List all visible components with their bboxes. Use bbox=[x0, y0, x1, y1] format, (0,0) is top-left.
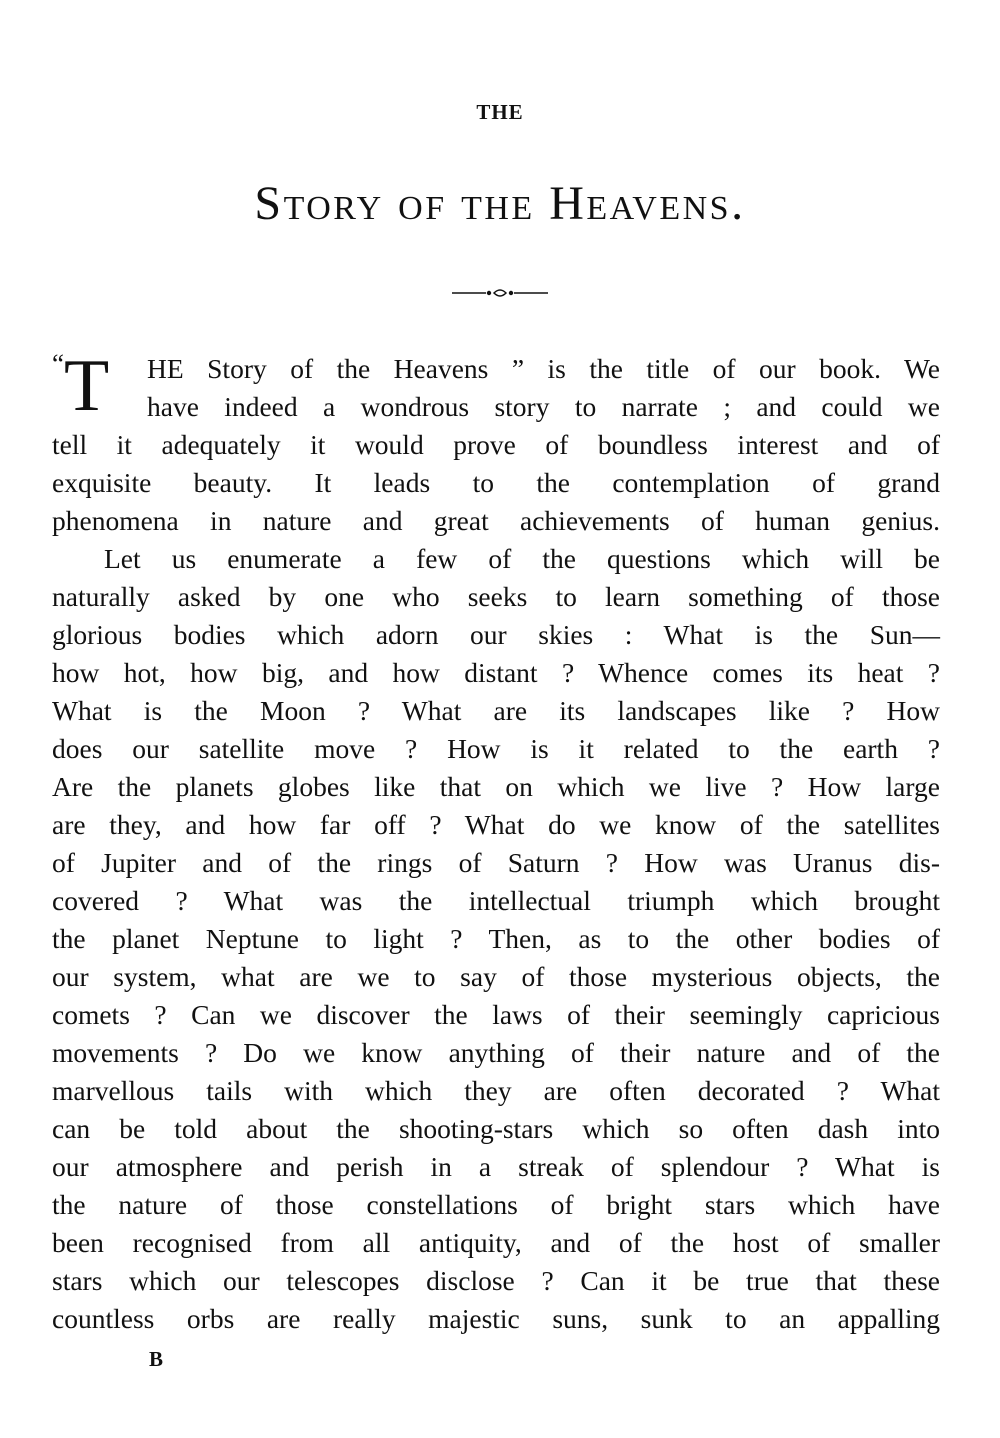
text-line: glorious bodies which adorn our skies : What is the Sun— bbox=[52, 619, 940, 650]
text-line: can be told about the shooting-stars which so often dash into bbox=[52, 1113, 940, 1144]
text-line: how hot, how big, and how distant ? Whence comes its heat ? bbox=[52, 657, 940, 688]
text-line: does our satellite move ? How is it related to the earth ? bbox=[52, 733, 940, 764]
text-line: covered ? What was the intellectual triumph which brought bbox=[52, 885, 940, 916]
text-line: of Jupiter and of the rings of Saturn ? How was Uranus dis- bbox=[52, 847, 940, 878]
text-line: exquisite beauty. It leads to the contemplation of grand bbox=[52, 467, 940, 498]
drop-cap-quote: “ bbox=[52, 349, 64, 379]
text-line: countless orbs are really majestic suns, sunk to an appalling bbox=[52, 1303, 940, 1334]
text-line-content: HE Story of the Heavens ” is the title of our book. We bbox=[147, 353, 940, 384]
text-line: been recognised from all antiquity, and of the host of smaller bbox=[52, 1227, 940, 1258]
text-line: naturally asked by one who seeks to learn something of those bbox=[52, 581, 940, 612]
text-line: What is the Moon ? What are its landscapes like ? How bbox=[52, 695, 940, 726]
paragraph-2 bbox=[52, 540, 940, 1338]
text-line: have indeed a wondrous story to narrate ; and could we bbox=[147, 391, 940, 422]
signature-mark: B bbox=[149, 1347, 164, 1371]
drop-cap-letter: T bbox=[63, 345, 110, 427]
text-line: stars which our telescopes disclose ? Can it be true that these bbox=[52, 1265, 940, 1296]
title-prefix: THE bbox=[476, 100, 524, 124]
ornament-divider-icon bbox=[450, 286, 550, 300]
text-line: our atmosphere and perish in a streak of splendour ? What is bbox=[52, 1151, 940, 1182]
text-line: our system, what are we to say of those mysterious objects, the bbox=[52, 961, 940, 992]
text-line: comets ? Can we discover the laws of their seemingly capricious bbox=[52, 999, 940, 1030]
text-line: tell it adequately it would prove of boundless interest and of bbox=[52, 429, 940, 460]
text-line: movements ? Do we know anything of their nature and of the bbox=[52, 1037, 940, 1068]
text-line: the nature of those constellations of bright stars which have bbox=[52, 1189, 940, 1220]
page-title: Story of the Heavens. bbox=[254, 177, 746, 230]
text-line: are they, and how far off ? What do we know of the satellites bbox=[52, 809, 940, 840]
paragraph-1 bbox=[52, 345, 940, 540]
text-line: marvellous tails with which they are often decorated ? What bbox=[52, 1075, 940, 1106]
text-line: Let us enumerate a few of the questions which will be bbox=[104, 543, 940, 574]
text-line: the planet Neptune to light ? Then, as to the other bodies of bbox=[52, 923, 940, 954]
text-line: phenomena in nature and great achievements of human genius. bbox=[52, 505, 940, 536]
body-text bbox=[52, 345, 940, 1338]
text-line: Are the planets globes like that on which we live ? How large bbox=[52, 771, 940, 802]
